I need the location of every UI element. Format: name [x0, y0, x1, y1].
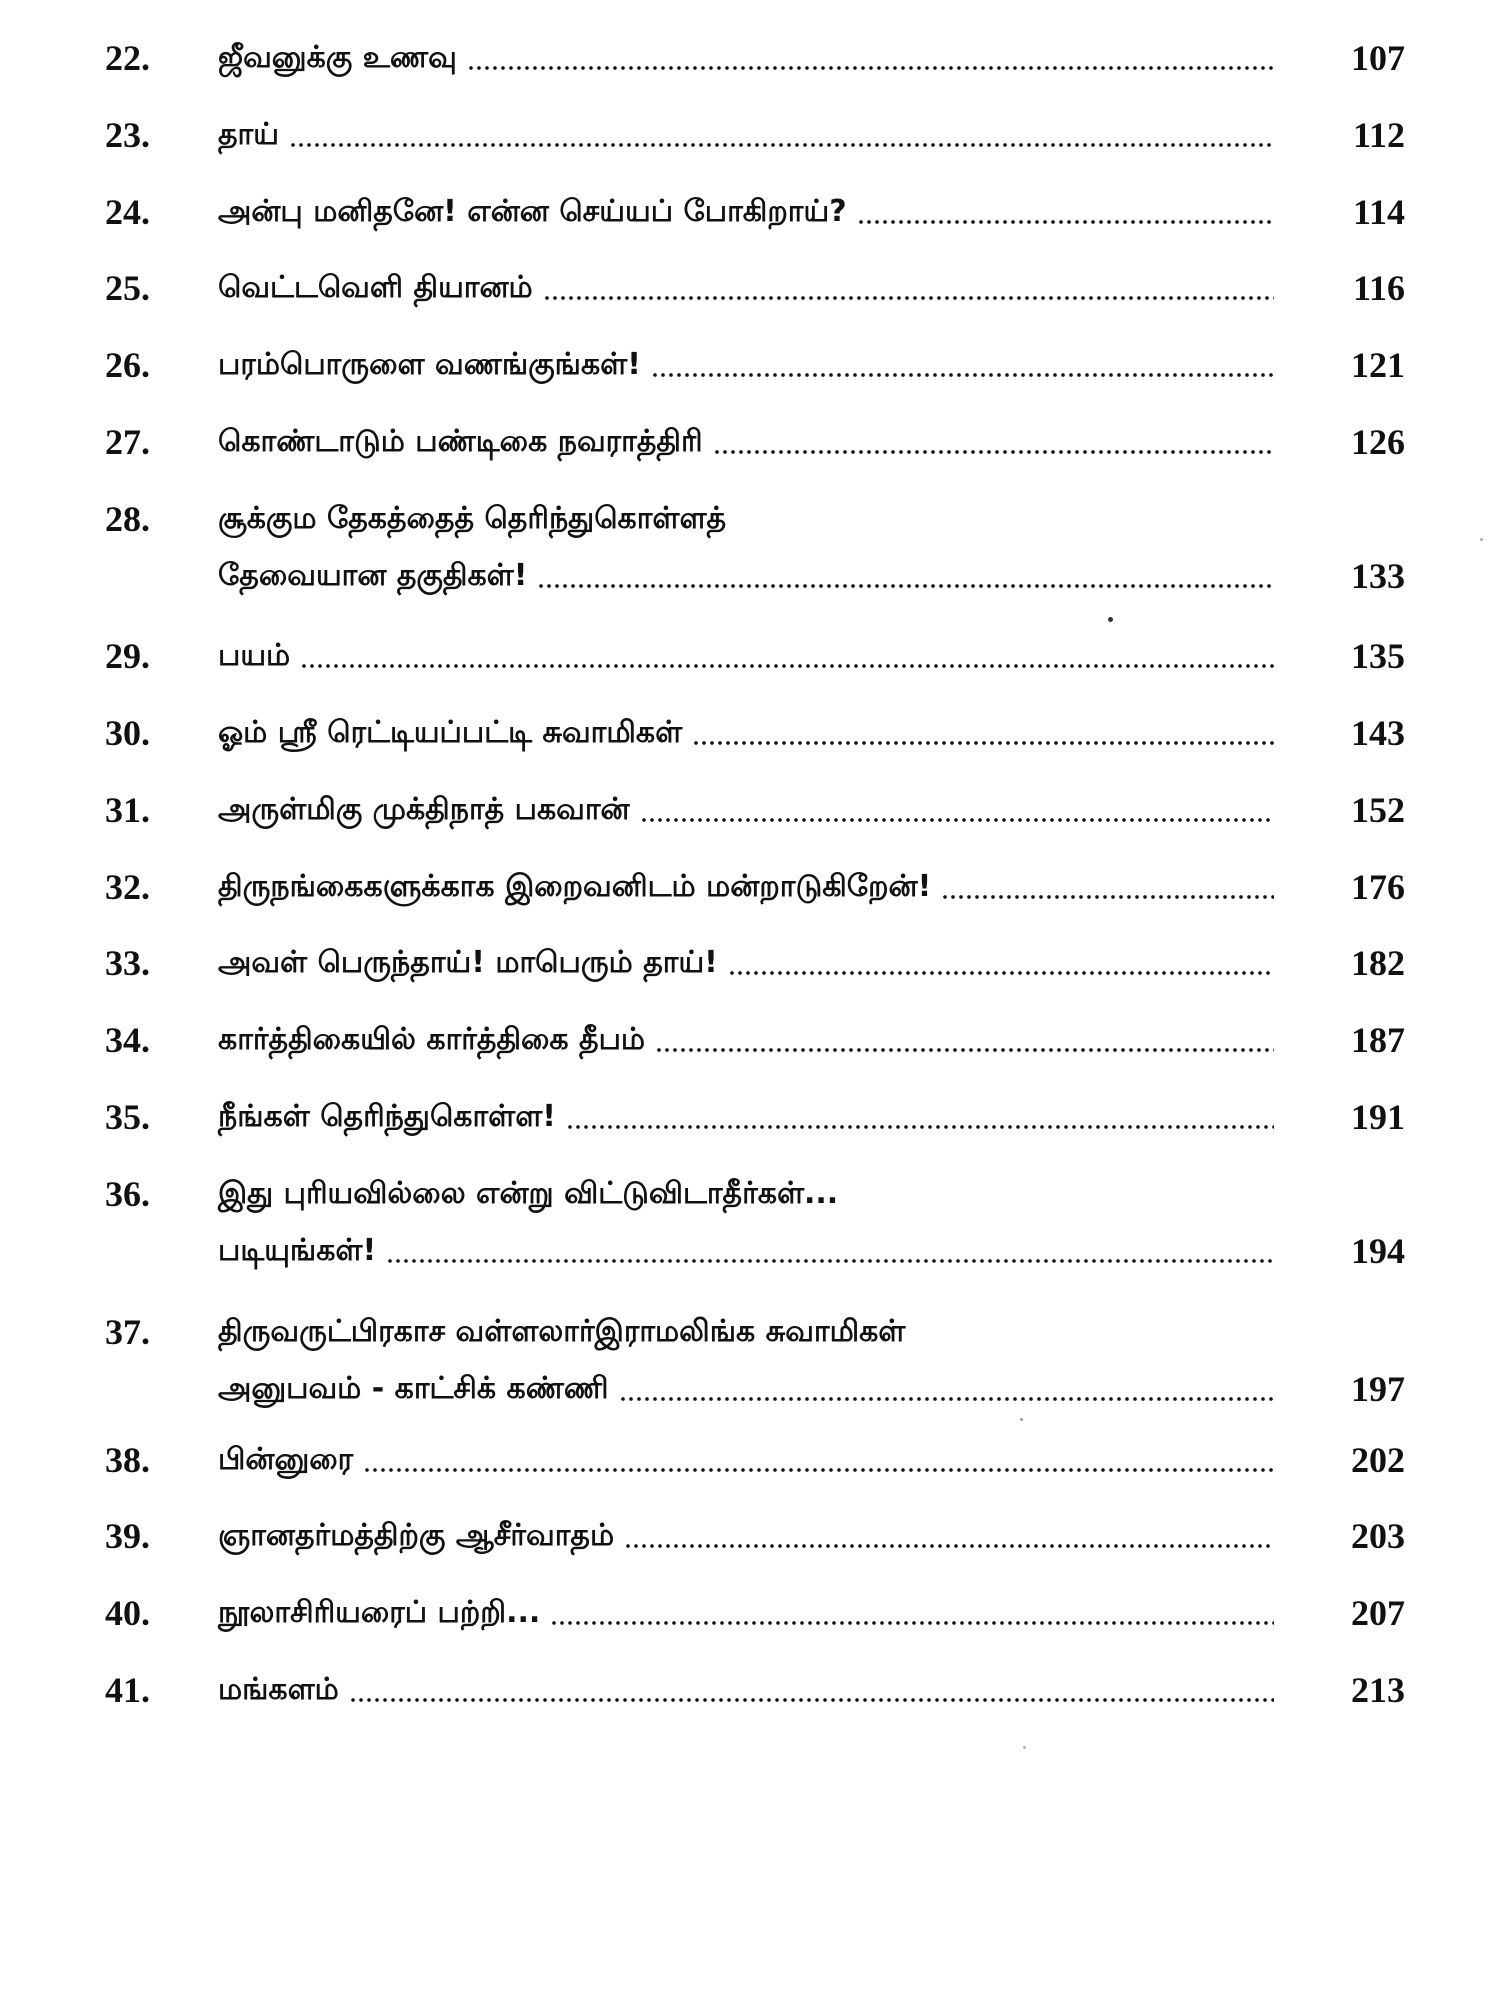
entry-number: 27. [105, 422, 150, 462]
entry-title: ஓம் ஸ்ரீ ரெட்டியப்பட்டி சுவாமிகள் [218, 715, 683, 750]
entry-page-number: 121 [1351, 345, 1405, 385]
dot-leader [550, 1621, 1274, 1625]
entry-title: பயம் [218, 638, 291, 673]
dot-leader [624, 1544, 1274, 1548]
entry-number: 25. [105, 268, 150, 308]
dot-leader [467, 66, 1274, 70]
dot-leader [300, 664, 1274, 668]
entry-title: மங்களம் [218, 1672, 339, 1707]
entry-page-number: 202 [1351, 1440, 1405, 1480]
entry-number: 39. [105, 1516, 150, 1556]
entry-number: 40. [105, 1593, 150, 1633]
entry-title-line [218, 1229, 1280, 1273]
entry-page-number: 213 [1351, 1670, 1405, 1710]
entry-title: நூலாசிரியரைப் பற்றி... [218, 1595, 541, 1630]
dot-leader [537, 584, 1274, 588]
print-speck [1480, 538, 1483, 541]
entry-page-number: 116 [1352, 268, 1405, 308]
dot-leader [692, 741, 1274, 745]
entry-title: தாய் [218, 117, 279, 152]
print-speck [1020, 1418, 1023, 1421]
dot-leader [566, 1125, 1274, 1129]
entry-page-number: 107 [1351, 38, 1405, 78]
entry-title: அருள்மிகு முக்திநாத் பகவான் [218, 792, 630, 827]
entry-title-line [218, 1438, 1280, 1482]
entry-title-line [218, 190, 1280, 234]
entry-number: 37. [105, 1312, 150, 1352]
entry-title: இது புரியவில்லை என்று விட்டுவிடாதீர்கள்... [218, 1176, 839, 1211]
dot-leader [857, 220, 1274, 224]
dot-leader [728, 971, 1274, 975]
entry-page-number: 112 [1352, 115, 1405, 155]
entry-title: படியுங்கள்! [218, 1233, 377, 1268]
entry-page-number: 176 [1351, 867, 1405, 907]
entry-page-number: 126 [1351, 422, 1405, 462]
entry-page-number: 197 [1351, 1369, 1405, 1409]
entry-title: ஞானதர்மத்திற்கு ஆசீர்வாதம் [218, 1518, 615, 1553]
entry-page-number: 187 [1351, 1020, 1405, 1060]
entry-title-line [218, 788, 1280, 832]
dot-leader [543, 296, 1274, 300]
entry-title: வெட்டவெளி தியானம் [218, 270, 533, 305]
entry-title: அவள் பெருந்தாய்! மாபெரும் தாய்! [218, 945, 718, 980]
entry-title-line [218, 634, 1280, 678]
entry-title-line [218, 1367, 1280, 1411]
entry-title: அனுபவம் - காட்சிக் கண்ணி [218, 1371, 609, 1406]
entry-number: 36. [105, 1174, 150, 1214]
dot-leader [640, 818, 1274, 822]
entry-page-number: 143 [1351, 713, 1405, 753]
entry-title: அன்பு மனிதனே! என்ன செய்யப் போகிறாய்? [218, 194, 847, 229]
dot-leader [349, 1698, 1274, 1702]
entry-title-line [218, 1591, 1280, 1635]
entry-title: நீங்கள் தெரிந்துகொள்ள! [218, 1099, 556, 1134]
entry-title: சூக்கும தேகத்தைத் தெரிந்துகொள்ளத் [218, 501, 727, 536]
entry-title-line [218, 941, 1280, 985]
entry-number: 30. [105, 713, 150, 753]
entry-number: 29. [105, 636, 150, 676]
entry-page-number: 194 [1351, 1231, 1405, 1271]
entry-page-number: 191 [1351, 1097, 1405, 1137]
dot-leader [655, 1048, 1274, 1052]
entry-number: 22. [105, 38, 150, 78]
print-speck [1023, 1746, 1026, 1749]
entry-title-line [218, 36, 1280, 80]
entry-number: 26. [105, 345, 150, 385]
dot-leader [941, 895, 1274, 899]
dot-leader [619, 1397, 1274, 1401]
entry-number: 35. [105, 1097, 150, 1137]
dot-leader [713, 450, 1274, 454]
entry-title-line [218, 266, 1280, 310]
entry-number: 24. [105, 192, 150, 232]
entry-title: ஜீவனுக்கு உணவு [218, 40, 457, 75]
entry-number: 38. [105, 1440, 150, 1480]
entry-title-line [218, 1172, 1280, 1216]
entry-title-line [218, 343, 1280, 387]
entry-page-number: 152 [1351, 790, 1405, 830]
entry-title: திருவருட்பிரகாச வள்ளலார்இராமலிங்க சுவாமிகள் [218, 1314, 906, 1349]
entry-number: 31. [105, 790, 150, 830]
entry-title-line [218, 1095, 1280, 1139]
entry-title-line [218, 113, 1280, 157]
entry-page-number: 135 [1351, 636, 1405, 676]
entry-page-number: 207 [1351, 1593, 1405, 1633]
entry-number: 33. [105, 943, 150, 983]
dot-leader [651, 373, 1274, 377]
entry-title-line [218, 1018, 1280, 1062]
entry-number: 32. [105, 867, 150, 907]
entry-title: கார்த்திகையில் கார்த்திகை தீபம் [218, 1022, 646, 1057]
entry-title: தேவையான தகுதிகள்! [218, 558, 528, 593]
dot-leader [289, 143, 1274, 147]
entry-page-number: 133 [1351, 556, 1405, 596]
entry-title: திருநங்கைகளுக்காக இறைவனிடம் மன்றாடுகிறேன்! [218, 869, 932, 904]
entry-title: பரம்பொருளை வணங்குங்கள்! [218, 347, 641, 382]
entry-title-line [218, 865, 1280, 909]
entry-number: 28. [105, 499, 150, 539]
entry-title-line [218, 554, 1280, 598]
print-speck [1108, 617, 1113, 622]
entry-title: பின்னுரை [218, 1442, 354, 1477]
entry-title-line [218, 1514, 1280, 1558]
entry-number: 23. [105, 115, 150, 155]
entry-title-line [218, 711, 1280, 755]
entry-title-line [218, 497, 1280, 541]
entry-page-number: 114 [1352, 192, 1405, 232]
entry-page-number: 203 [1351, 1516, 1405, 1556]
entry-title: கொண்டாடும் பண்டிகை நவராத்திரி [218, 424, 703, 459]
entry-title-line [218, 1310, 1280, 1354]
dot-leader [386, 1259, 1274, 1263]
entry-title-line [218, 1668, 1280, 1712]
entry-number: 34. [105, 1020, 150, 1060]
entry-number: 41. [105, 1670, 150, 1710]
entry-title-line [218, 420, 1280, 464]
entry-page-number: 182 [1351, 943, 1405, 983]
dot-leader [363, 1468, 1274, 1472]
